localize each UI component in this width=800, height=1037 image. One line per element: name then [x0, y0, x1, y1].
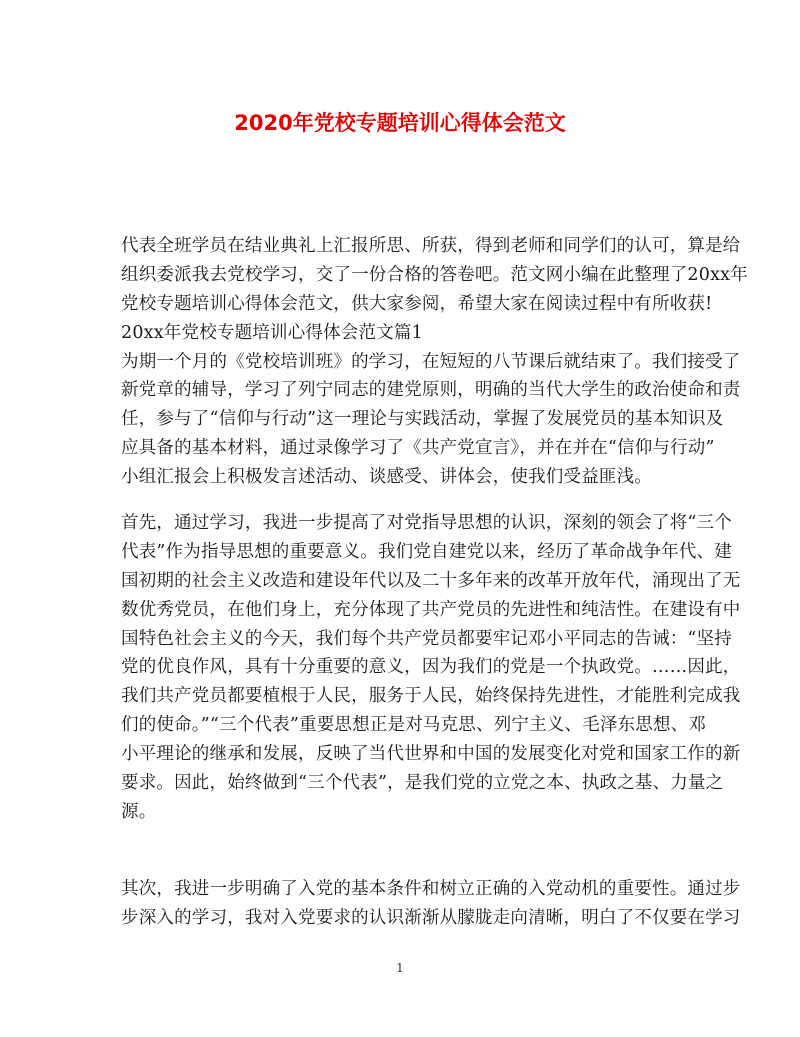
text-line: 源。: [121, 801, 157, 822]
section-heading: 20xx年党校专题培训心得体会范文篇1: [121, 322, 423, 343]
text-line: 步深入的学习，我对入党要求的认识渐渐从朦胧走向清晰，明白了不仅要在学习: [121, 907, 741, 928]
text-line: 新党章的辅导，学习了列宁同志的建党原则，明确的当代大学生的政治使命和责: [121, 380, 741, 401]
text-line: 首先，通过学习，我进一步提高了对党指导思想的认识，深刻的领会了将“三个: [121, 513, 732, 533]
text-line: 组织委派我去党校学习，交了一份合格的答卷吧。范文网小编在此整理了20xx年: [121, 264, 748, 285]
text-line: 代表全班学员在结业典礼上汇报所思、所获，得到老师和同学们的认可，算是给: [121, 236, 741, 256]
text-line: 们的使命。”“三个代表”重要思想正是对马克思、列宁主义、毛泽东思想、邓: [121, 715, 707, 736]
text-line: 国特色社会主义的今天，我们每个共产党员都要牢记邓小平同志的告诫：“坚持: [121, 628, 732, 649]
text-line: 任，参与了“信仰与行动”这一理论与实践活动，掌握了发展党员的基本知识及: [121, 409, 724, 430]
text-line: 要求。因此，始终做到“三个代表”，是我们党的立党之本、执政之基、力量之: [121, 773, 724, 794]
paragraph-first: [121, 509, 741, 827]
text-line: 党的优良作风，具有十分重要的意义，因为我们的党是一个执政党。……因此，: [121, 657, 741, 678]
paragraph-second: [121, 875, 741, 933]
text-line: 其次，我进一步明确了入党的基本条件和树立正确的入党动机的重要性。通过步: [121, 879, 741, 899]
text-line: 我们共产党员都要植根于人民，服务于人民，始终保持先进性，才能胜利完成我: [121, 686, 741, 707]
text-line: 数优秀党员，在他们身上，充分体现了共产党员的先进性和纯洁性。在建设有中: [121, 599, 741, 620]
text-line: 小平理论的继承和发展，反映了当代世界和中国的发展变化对党和国家工作的新: [121, 744, 741, 765]
intro-paragraph: [121, 232, 748, 492]
text-line: 应具备的基本材料，通过录像学习了《共产党宣言》，并在并在“信仰与行动”: [121, 438, 715, 459]
text-line: 小组汇报会上积极发言述活动、谈感受、讲体会，使我们受益匪浅。: [121, 467, 652, 488]
page-number: 1: [396, 961, 404, 975]
document-title: 2020年党校专题培训心得体会范文: [234, 111, 566, 135]
text-line: 国初期的社会主义改造和建设年代以及二十多年来的改革开放年代，涌现出了无: [121, 570, 741, 591]
text-line: 为期一个月的《党校培训班》的学习，在短短的八节课后就结束了。我们接受了: [121, 351, 741, 372]
text-line: 党校专题培训心得体会范文，供大家参阅，希望大家在阅读过程中有所收获!: [121, 293, 713, 314]
text-line: 代表”作为指导思想的重要意义。我们党自建党以来，经历了革命战争年代、建: [121, 541, 732, 562]
